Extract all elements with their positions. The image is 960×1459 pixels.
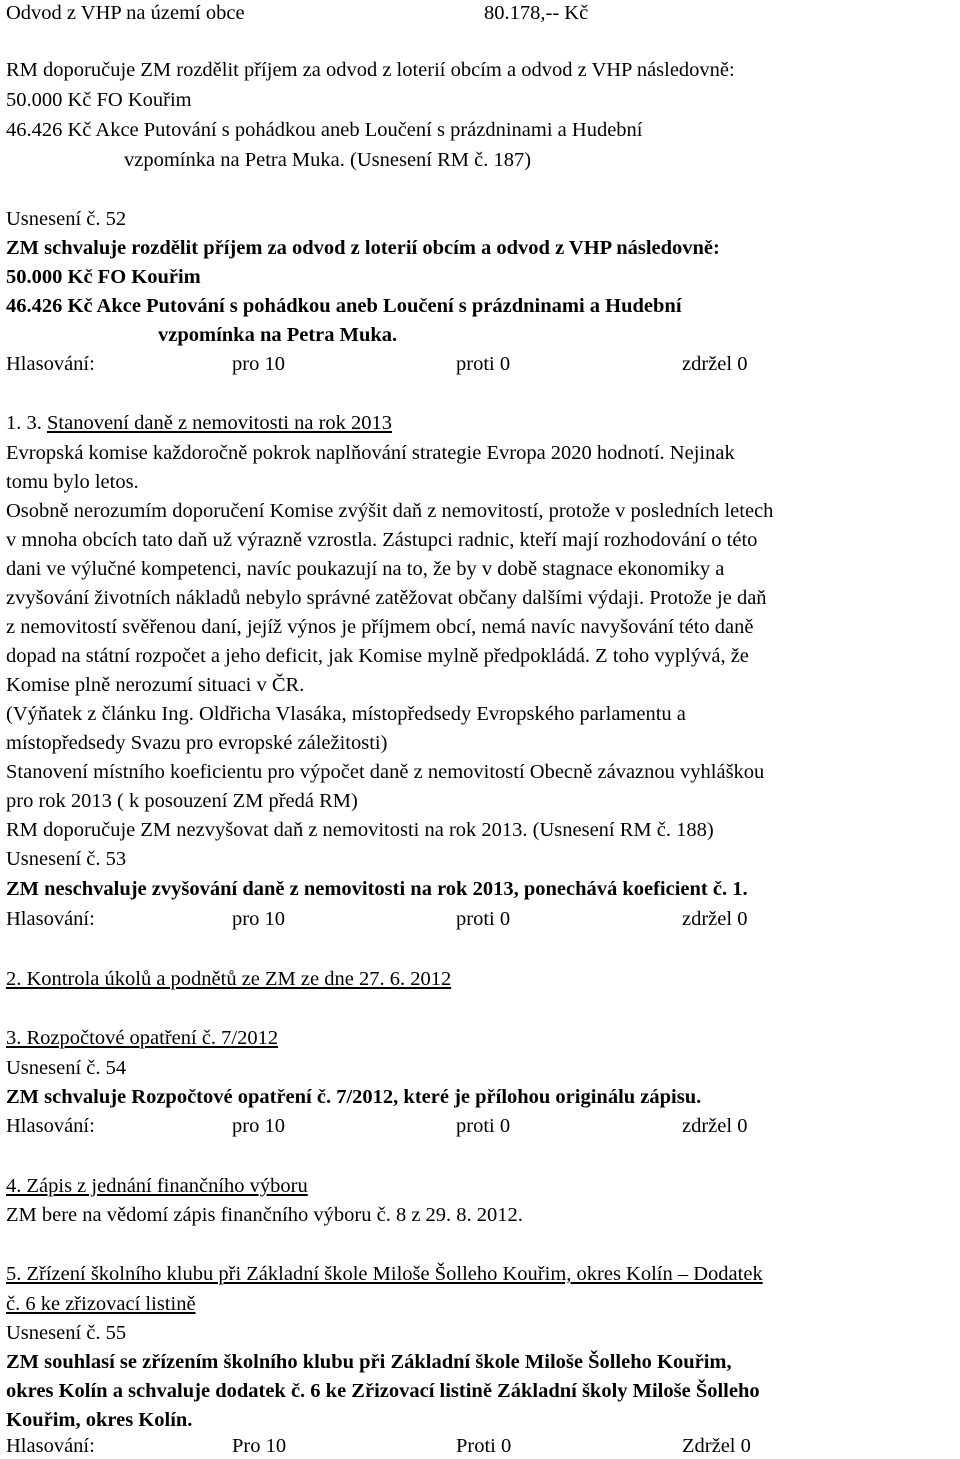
paragraph-line: z nemovitostí svěřenou daní, jejíž výnos je příjmem obcí, nemá navíc navyšování této daně (6, 616, 754, 638)
vote-pro: pro 10 (232, 353, 285, 375)
paragraph-line: místopředsedy Svazu pro evropské záležitosti) (6, 732, 388, 754)
vhp-amount: 80.178,-- Kč (484, 2, 589, 24)
resolution-55-text-b: okres Kolín a schvaluje dodatek č. 6 ke Zřizovací listině Základní školy Miloše Šolleho (6, 1380, 760, 1402)
vhp-label: Odvod z VHP na území obce (6, 2, 245, 24)
vote-proti: proti 0 (456, 353, 511, 375)
section-title: Stanovení daně z nemovitosti na rok 2013 (47, 412, 393, 434)
paragraph-line: Evropská komise každoročně pokrok naplňování strategie Evropa 2020 hodnotí. Nejinak (6, 442, 735, 464)
vote-zdrzel: zdržel 0 (682, 908, 748, 930)
section-2-title: 2. Kontrola úkolů a podnětů ze ZM ze dne 27. 6. 2012 (6, 968, 452, 990)
rm-item-1: 50.000 Kč FO Kouřim (6, 89, 192, 111)
vote-line-3 (6, 1113, 748, 1139)
vote-line-4 (6, 1433, 751, 1459)
vote-label: Hlasování: (6, 908, 95, 930)
section-4-title: 4. Zápis z jednání finančního výboru (6, 1175, 308, 1197)
resolution-53-text: ZM neschvaluje zvyšování daně z nemovitosti na rok 2013, ponechává koeficient č. 1. (6, 878, 748, 900)
paragraph-line: zvyšování životních nákladů nebylo správné zatěžovat občany dalšími výdaji. Protože je daň (6, 587, 767, 609)
paragraph-line: tomu bylo letos. (6, 471, 139, 493)
paragraph-line: pro rok 2013 ( k posouzení ZM předá RM) (6, 790, 358, 812)
vote-label: Hlasování: (6, 1115, 95, 1137)
resolution-54-number: Usnesení č. 54 (6, 1057, 127, 1079)
rm-recommend: RM doporučuje ZM rozdělit příjem za odvod z loterií obcím a odvod z VHP následovně: (6, 59, 735, 81)
resolution-52-item-2b: vzpomínka na Petra Muka. (158, 324, 398, 346)
vote-label: Hlasování: (6, 1435, 95, 1457)
paragraph-line: Stanovení místního koeficientu pro výpočet daně z nemovitostí Obecně závaznou vyhláškou (6, 761, 765, 783)
resolution-52-number: Usnesení č. 52 (6, 208, 127, 230)
resolution-55-number: Usnesení č. 55 (6, 1322, 127, 1344)
vote-zdrzel: Zdržel 0 (682, 1435, 751, 1457)
section-number: 1. 3. (6, 412, 42, 434)
section-5-title-a: 5. Zřízení školního klubu při Základní škole Miloše Šolleho Kouřim, okres Kolín – Dodatek (6, 1263, 763, 1285)
paragraph-line: dani ve výlučné kompetenci, navíc poukazují na to, že by v době stagnace ekonomiky a (6, 558, 725, 580)
section-4-text: ZM bere na vědomí zápis finančního výboru č. 8 z 29. 8. 2012. (6, 1204, 523, 1226)
vote-pro: pro 10 (232, 908, 285, 930)
resolution-55-text-a: ZM souhlasí se zřízením školního klubu při Základní škole Miloše Šolleho Kouřim, (6, 1351, 732, 1373)
vote-label: Hlasování: (6, 353, 95, 375)
resolution-54-text: ZM schvaluje Rozpočtové opatření č. 7/2012, které je přílohou originálu zápisu. (6, 1086, 702, 1108)
paragraph-line: Komise plně nerozumí situaci v ČR. (6, 674, 305, 696)
vote-pro: pro 10 (232, 1115, 285, 1137)
vote-proti: Proti 0 (456, 1435, 512, 1457)
vote-line-1 (6, 351, 748, 377)
paragraph-line: v mnoha obcích tato daň už výrazně vzrostla. Zástupci radnic, kteří mají rozhodování o této (6, 529, 758, 551)
resolution-55-text-c: Kouřim, okres Kolín. (6, 1409, 193, 1431)
section-1-3-heading (6, 410, 392, 436)
resolution-52-item-1: 50.000 Kč FO Kouřim (6, 266, 201, 288)
resolution-53-number: Usnesení č. 53 (6, 848, 127, 870)
paragraph-line: dopad na státní rozpočet a jeho deficit, jak Komise mylně předpokládá. Z toho vyplývá, že (6, 645, 749, 667)
vote-line-2 (6, 906, 748, 932)
vote-proti: proti 0 (456, 908, 511, 930)
resolution-52-text: ZM schvaluje rozdělit příjem za odvod z loterií obcím a odvod z VHP následovně: (6, 237, 720, 259)
vote-zdrzel: zdržel 0 (682, 1115, 748, 1137)
paragraph-line: (Výňatek z článku Ing. Oldřicha Vlasáka, místopředsedy Evropského parlamentu a (6, 703, 686, 725)
rm-item-2a: 46.426 Kč Akce Putování s pohádkou aneb Loučení s prázdninami a Hudební (6, 119, 643, 141)
vote-zdrzel: zdržel 0 (682, 353, 748, 375)
rm-item-2b: vzpomínka na Petra Muka. (Usnesení RM č. 187) (124, 149, 532, 171)
vhp-line (6, 0, 589, 26)
paragraph-line: Osobně nerozumím doporučení Komise zvýšit daň z nemovitostí, protože v posledních letech (6, 500, 774, 522)
paragraph-line: RM doporučuje ZM nezvyšovat daň z nemovitosti na rok 2013. (Usnesení RM č. 188) (6, 819, 714, 841)
vote-proti: proti 0 (456, 1115, 511, 1137)
resolution-52-item-2a: 46.426 Kč Akce Putování s pohádkou aneb Loučení s prázdninami a Hudební (6, 295, 682, 317)
vote-pro: Pro 10 (232, 1435, 287, 1457)
section-5-title-b: č. 6 ke zřizovací listině (6, 1293, 196, 1315)
section-3-title: 3. Rozpočtové opatření č. 7/2012 (6, 1027, 279, 1049)
